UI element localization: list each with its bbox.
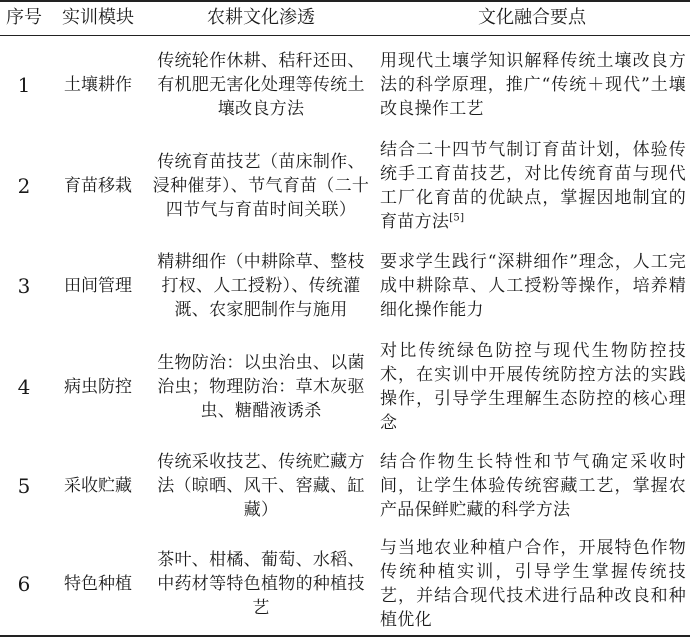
- row-module: 土壤耕作: [64, 75, 132, 96]
- table-row: [0, 135, 690, 237]
- row-number: 5: [17, 474, 31, 498]
- row-culture: 传统轮作休耕、秸秆还田、有机肥无害化处理等传统土壤改良方法: [157, 51, 365, 120]
- citation-ref: [5]: [449, 212, 465, 224]
- row-module: 田间管理: [64, 276, 132, 296]
- header-num: 序号: [0, 1, 48, 35]
- row-module: 病虫防控: [64, 377, 132, 397]
- row-points-text: 对比传统绿色防控与现代生物防控技术，在实训中开展传统防控方法的实践操作，引导学生理解生态防控的核心理念: [380, 341, 686, 433]
- table-row: [0, 35, 690, 135]
- row-module: 采收贮藏: [64, 476, 132, 496]
- header-culture: 农耕文化渗透: [148, 1, 374, 35]
- row-points: [374, 335, 690, 439]
- row-module: 特色种植: [48, 533, 148, 636]
- row-number: 2: [17, 174, 31, 198]
- row-points-text: 用现代土壤学知识解释传统土壤改良方法的科学原理，推广“传统＋现代”土壤改良操作工艺: [380, 51, 686, 120]
- row-points: [374, 237, 690, 335]
- row-number: 4: [17, 375, 31, 399]
- row-culture: 传统育苗技艺（苗床制作、浸种催芽）、节气育苗（二十四节气与育苗时间关联）: [152, 152, 370, 220]
- row-number: 3: [17, 274, 31, 298]
- header-module: 实训模块: [48, 1, 148, 35]
- table-row: [0, 237, 690, 335]
- table-row: [0, 533, 690, 636]
- header-points: 文化融合要点: [374, 1, 690, 35]
- row-points: [374, 35, 690, 135]
- row-points-text: 结合作物生长特性和节气确定采收时间，让学生体验传统窖藏工艺，掌握农产品保鲜贮藏的科学方法: [380, 452, 686, 520]
- row-points: [374, 439, 690, 533]
- row-culture: 传统采收技艺、传统贮藏方法（晾晒、风干、窖藏、缸藏）: [157, 452, 365, 520]
- header-row: [0, 1, 690, 35]
- row-culture: 生物防治：以虫治虫、以菌治虫；物理防治：草木灰驱虫、糖醋液诱杀: [157, 353, 365, 421]
- row-module: 育苗移栽: [64, 176, 132, 196]
- row-points-text: 要求学生践行“深耕细作”理念，人工完成中耕除草、人工授粉等操作，培养精细化操作能力: [380, 252, 686, 320]
- row-points: [374, 135, 690, 237]
- row-culture: 茶叶、柑橘、葡萄、水稻、中药材等特色植物的种植技艺: [148, 533, 374, 636]
- row-culture: 精耕细作（中耕除草、整枝打杈、人工授粉）、传统灌溉、农家肥制作与施用: [157, 252, 365, 320]
- row-number: 6: [0, 533, 48, 636]
- row-points-text: 结合二十四节气制订育苗计划，体验传统手工育苗技艺，对比传统育苗与现代工厂化育苗的优缺点，掌握因地制宜的育苗方法: [380, 140, 686, 232]
- table-row: [0, 335, 690, 439]
- row-number: 1: [17, 73, 31, 98]
- row-points-text: 与当地农业种植户合作，开展特色作物传统种植实训，引导学生掌握传统技艺，并结合现代技术进行品种改良和种植优化: [380, 538, 686, 630]
- table-row: [0, 439, 690, 533]
- row-points: [374, 533, 690, 636]
